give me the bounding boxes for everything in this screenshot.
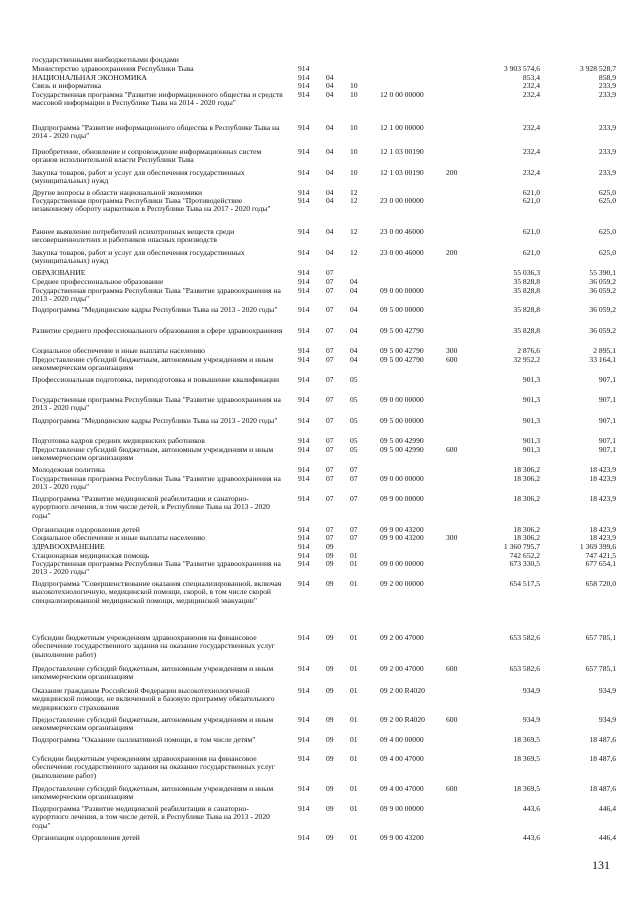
row-ministry-code: 914 (298, 188, 310, 197)
row-section-code: 09 (326, 579, 334, 588)
row-subsection-code: 05 (350, 436, 358, 445)
row-amount-first-year: 673 330,5 (509, 559, 540, 568)
row-target-article: 09 2 00 R4020 (380, 686, 425, 695)
row-section-code: 07 (326, 445, 334, 454)
row-amount-second-year: 18 487,6 (589, 735, 616, 744)
row-subsection-code: 04 (350, 326, 358, 335)
row-subsection-code: 01 (350, 559, 358, 568)
row-target-article: 09 0 00 00000 (380, 395, 424, 404)
row-subsection-code: 10 (350, 90, 358, 99)
row-amount-second-year: 747 421,5 (585, 551, 616, 560)
row-expense-type: 600 (446, 715, 458, 724)
row-name: Предоставление субсидий бюджетным, автономным учреждениям и иным некоммерческим организациям (32, 664, 274, 682)
row-subsection-code: 04 (350, 277, 358, 286)
row-ministry-code: 914 (298, 168, 310, 177)
row-name: ОБРАЗОВАНИЕ (32, 268, 86, 277)
row-amount-second-year: 657 785,1 (585, 633, 616, 642)
row-amount-second-year: 233,9 (598, 147, 616, 156)
row-subsection-code: 01 (350, 633, 358, 642)
row-ministry-code: 914 (298, 90, 310, 99)
row-amount-second-year: 907,1 (598, 445, 616, 454)
row-ministry-code: 914 (298, 277, 310, 286)
row-section-code: 09 (326, 784, 334, 793)
row-ministry-code: 914 (298, 784, 310, 793)
row-amount-first-year: 232,4 (522, 90, 540, 99)
row-amount-second-year: 18 423,9 (589, 494, 616, 503)
row-target-article: 09 5 00 42990 (380, 436, 424, 445)
row-amount-second-year: 36 059,2 (589, 305, 616, 314)
row-ministry-code: 914 (298, 686, 310, 695)
row-expense-type: 600 (446, 784, 458, 793)
row-target-article: 09 0 00 00000 (380, 474, 424, 483)
row-ministry-code: 914 (298, 436, 310, 445)
row-subsection-code: 12 (350, 188, 358, 197)
row-name: Молодежная политика (32, 465, 105, 474)
row-target-article: 09 5 00 00000 (380, 305, 424, 314)
row-expense-type: 200 (446, 248, 458, 257)
row-name: Подпрограмма "Развитие медицинской реабилитации и санаторно-курортного лечения, в том числе детей, в Республике Тыва на 2013 - 2020 годы" (32, 804, 270, 830)
row-amount-first-year: 934,9 (522, 686, 540, 695)
row-ministry-code: 914 (298, 445, 310, 454)
row-ministry-code: 914 (298, 395, 310, 404)
row-target-article: 09 9 00 43200 (380, 525, 424, 534)
row-section-code: 04 (326, 168, 334, 177)
row-name: Подпрограмма "Медицинские кадры Республики Тыва на 2013 - 2020 годы" (32, 305, 278, 314)
row-amount-first-year: 18 306,2 (513, 465, 540, 474)
row-amount-second-year: 18 423,9 (589, 474, 616, 483)
row-expense-type: 600 (446, 445, 458, 454)
row-amount-first-year: 232,4 (522, 123, 540, 132)
row-target-article: 12 1 00 00000 (380, 123, 424, 132)
row-ministry-code: 914 (298, 559, 310, 568)
row-subsection-code: 01 (350, 686, 358, 695)
row-subsection-code: 10 (350, 147, 358, 156)
row-amount-second-year: 36 059,2 (589, 286, 616, 295)
row-subsection-code: 01 (350, 804, 358, 813)
row-section-code: 09 (326, 633, 334, 642)
row-amount-second-year: 33 164,1 (589, 355, 616, 364)
row-amount-second-year: 233,9 (598, 123, 616, 132)
row-ministry-code: 914 (298, 735, 310, 744)
row-ministry-code: 914 (298, 147, 310, 156)
row-name: ЗДРАВООХРАНЕНИЕ (32, 542, 105, 551)
row-amount-first-year: 621,0 (522, 227, 540, 236)
row-ministry-code: 914 (298, 633, 310, 642)
row-ministry-code: 914 (298, 305, 310, 314)
row-subsection-code: 01 (350, 735, 358, 744)
row-subsection-code: 10 (350, 81, 358, 90)
row-amount-first-year: 901,3 (522, 436, 540, 445)
row-amount-first-year: 18 369,5 (513, 784, 540, 793)
row-name: Профессиональная подготовка, переподготовка и повышение квалификации (32, 375, 280, 384)
row-subsection-code: 05 (350, 445, 358, 454)
row-section-code: 07 (326, 416, 334, 425)
row-name: Подпрограмма "Медицинские кадры Республики Тыва на 2013 - 2020 годы" (32, 416, 278, 425)
row-subsection-code: 04 (350, 305, 358, 314)
row-expense-type: 300 (446, 533, 458, 542)
row-amount-first-year: 443,6 (522, 833, 540, 842)
row-amount-second-year: 18 423,9 (589, 465, 616, 474)
row-section-code: 04 (326, 227, 334, 236)
page-number: 131 (592, 858, 610, 872)
row-ministry-code: 914 (298, 64, 310, 73)
row-target-article: 09 5 00 00000 (380, 416, 424, 425)
row-target-article: 09 9 00 00000 (380, 804, 424, 813)
row-amount-first-year: 35 828,8 (513, 286, 540, 295)
row-amount-second-year: 907,1 (598, 436, 616, 445)
row-name: Подпрограмма "Совершенствование оказания специализированной, включая высокотехнологичную, медицинской помощи, скорой, в том числе скорой специализированной медицинской помощи, медицинской эвакуации" (32, 579, 282, 605)
row-subsection-code: 01 (350, 664, 358, 673)
row-section-code: 07 (326, 326, 334, 335)
row-amount-first-year: 621,0 (522, 188, 540, 197)
row-section-code: 07 (326, 346, 334, 355)
row-subsection-code: 07 (350, 465, 358, 474)
row-section-code: 04 (326, 90, 334, 99)
row-subsection-code: 01 (350, 579, 358, 588)
row-subsection-code: 01 (350, 551, 358, 560)
row-subsection-code: 10 (350, 168, 358, 177)
row-target-article: 09 0 00 00000 (380, 559, 424, 568)
row-amount-second-year: 934,9 (598, 715, 616, 724)
row-name: Предоставление субсидий бюджетным, автономным учреждениям и иным некоммерческим организациям (32, 715, 274, 733)
row-subsection-code: 01 (350, 754, 358, 763)
row-ministry-code: 914 (298, 525, 310, 534)
row-amount-first-year: 18 306,2 (513, 494, 540, 503)
row-amount-first-year: 653 582,6 (509, 633, 540, 642)
row-section-code: 07 (326, 494, 334, 503)
row-name: Раннее выявление потребителей психотропных веществ среди несовершеннолетних и работников опасных производств (32, 227, 235, 245)
row-amount-first-year: 232,4 (522, 168, 540, 177)
row-amount-second-year: 907,1 (598, 375, 616, 384)
row-name: Закупка товаров, работ и услуг для обеспечения государственных (муниципальных) нужд (32, 168, 245, 186)
row-section-code: 07 (326, 436, 334, 445)
row-ministry-code: 914 (298, 355, 310, 364)
row-name: Подготовка кадров средних медицинских работников (32, 436, 205, 445)
row-section-code: 04 (326, 147, 334, 156)
row-section-code: 07 (326, 305, 334, 314)
row-name: Субсидии бюджетным учреждениям здравоохранения на финансовое обеспечение государственного задания на оказание государственных услуг (выполнение работ) (32, 754, 275, 780)
row-section-code: 09 (326, 686, 334, 695)
row-section-code: 07 (326, 355, 334, 364)
row-section-code: 07 (326, 286, 334, 295)
row-name: Другие вопросы в области национальной экономики (32, 188, 203, 197)
row-amount-first-year: 742 652,2 (509, 551, 540, 560)
row-name: Предоставление субсидий бюджетным, автономным учреждениям и иным некоммерческим организациям (32, 445, 274, 463)
row-ministry-code: 914 (298, 248, 310, 257)
row-amount-first-year: 55 036,3 (513, 268, 540, 277)
row-section-code: 09 (326, 715, 334, 724)
row-amount-first-year: 18 306,2 (513, 525, 540, 534)
row-target-article: 09 5 00 42790 (380, 326, 424, 335)
row-amount-first-year: 443,6 (522, 804, 540, 813)
row-name: Развитие среднего профессионального образования в сфере здравоохранения (32, 326, 283, 335)
row-ministry-code: 914 (298, 268, 310, 277)
row-amount-second-year: 907,1 (598, 395, 616, 404)
row-section-code: 09 (326, 754, 334, 763)
row-name: Государственная программа "Развитие информационного общества и средств массовой информации в Республике Тыва на 2014 - 2020 годы" (32, 90, 283, 108)
row-amount-first-year: 232,4 (522, 147, 540, 156)
row-section-code: 07 (326, 465, 334, 474)
row-amount-second-year: 18 423,9 (589, 525, 616, 534)
row-section-code: 09 (326, 804, 334, 813)
row-target-article: 09 2 00 R4020 (380, 715, 425, 724)
row-amount-second-year: 658 720,0 (585, 579, 616, 588)
row-expense-type: 200 (446, 168, 458, 177)
row-target-article: 09 9 00 43200 (380, 833, 424, 842)
row-name: Подпрограмма "Развитие медицинской реабилитации и санаторно-курортного лечения, в том числе детей, в Республике Тыва на 2013 - 2020 годы" (32, 494, 270, 520)
row-target-article: 12 1 03 00190 (380, 147, 424, 156)
row-ministry-code: 914 (298, 416, 310, 425)
row-ministry-code: 914 (298, 551, 310, 560)
row-ministry-code: 914 (298, 73, 310, 82)
row-name: Организация оздоровления детей (32, 525, 140, 534)
row-amount-second-year: 233,9 (598, 168, 616, 177)
row-amount-first-year: 901,3 (522, 445, 540, 454)
row-amount-first-year: 35 828,8 (513, 277, 540, 286)
row-ministry-code: 914 (298, 465, 310, 474)
row-subsection-code: 04 (350, 286, 358, 295)
row-section-code: 07 (326, 474, 334, 483)
row-amount-first-year: 901,3 (522, 375, 540, 384)
row-section-code: 07 (326, 375, 334, 384)
row-amount-first-year: 621,0 (522, 196, 540, 205)
row-target-article: 09 9 00 00000 (380, 494, 424, 503)
row-expense-type: 300 (446, 346, 458, 355)
row-target-article: 09 4 00 47000 (380, 784, 424, 793)
row-name: Государственная программа Республики Тыва "Развитие здравоохранения на 2013 - 2020 годы" (32, 395, 281, 413)
row-subsection-code: 07 (350, 474, 358, 483)
row-section-code: 04 (326, 73, 334, 82)
row-section-code: 04 (326, 123, 334, 132)
row-target-article: 09 5 00 42790 (380, 346, 424, 355)
row-target-article: 09 5 00 42790 (380, 355, 424, 364)
row-amount-first-year: 901,3 (522, 395, 540, 404)
row-subsection-code: 12 (350, 227, 358, 236)
row-name: Закупка товаров, работ и услуг для обеспечения государственных (муниципальных) нужд (32, 248, 245, 266)
row-ministry-code: 914 (298, 123, 310, 132)
row-amount-first-year: 18 306,2 (513, 533, 540, 542)
row-amount-first-year: 934,9 (522, 715, 540, 724)
row-name: Социальное обеспечение и иные выплаты населению (32, 346, 205, 355)
row-amount-first-year: 32 952,2 (513, 355, 540, 364)
row-amount-first-year: 18 306,2 (513, 474, 540, 483)
row-section-code: 07 (326, 395, 334, 404)
row-subsection-code: 05 (350, 416, 358, 425)
row-section-code: 07 (326, 277, 334, 286)
row-name: Приобретение, обновление и сопровождение информационных систем органов исполнительной власти Республики Тыва (32, 147, 262, 165)
row-amount-second-year: 55 390,1 (589, 268, 616, 277)
row-target-article: 09 5 00 42990 (380, 445, 424, 454)
row-target-article: 12 0 00 00000 (380, 90, 424, 99)
row-name: Государственная программа Республики Тыва "Развитие здравоохранения на 2013 - 2020 годы" (32, 559, 281, 577)
row-name: Подпрограмма "Развитие информационного общества в Республике Тыва на 2014 - 2020 годы" (32, 123, 280, 141)
row-ministry-code: 914 (298, 81, 310, 90)
row-amount-first-year: 35 828,8 (513, 305, 540, 314)
row-target-article: 09 0 00 00000 (380, 286, 424, 295)
row-name: государственными внебюджетными фондами (32, 55, 179, 64)
row-target-article: 12 1 03 00190 (380, 168, 424, 177)
row-amount-second-year: 1 369 399,6 (579, 542, 616, 551)
row-subsection-code: 12 (350, 196, 358, 205)
row-subsection-code: 04 (350, 346, 358, 355)
row-section-code: 09 (326, 559, 334, 568)
row-target-article: 09 9 00 43200 (380, 533, 424, 542)
row-subsection-code: 10 (350, 123, 358, 132)
row-name: Стационарная медицинская помощь (32, 551, 150, 560)
row-section-code: 09 (326, 735, 334, 744)
row-section-code: 04 (326, 81, 334, 90)
row-subsection-code: 07 (350, 525, 358, 534)
row-section-code: 07 (326, 533, 334, 542)
row-section-code: 09 (326, 664, 334, 673)
row-subsection-code: 04 (350, 355, 358, 364)
row-subsection-code: 05 (350, 375, 358, 384)
row-target-article: 09 2 00 47000 (380, 664, 424, 673)
row-target-article: 09 2 00 00000 (380, 579, 424, 588)
row-ministry-code: 914 (298, 196, 310, 205)
row-subsection-code: 01 (350, 715, 358, 724)
row-amount-first-year: 3 903 574,6 (503, 64, 540, 73)
row-amount-first-year: 653 582,6 (509, 664, 540, 673)
row-name: Оказание гражданам Российской Федерации высокотехнологичной медицинской помощи, не включенной в базовую программу обязательного медицинского страхования (32, 686, 275, 712)
row-amount-second-year: 233,9 (598, 81, 616, 90)
row-expense-type: 600 (446, 355, 458, 364)
row-ministry-code: 914 (298, 346, 310, 355)
row-ministry-code: 914 (298, 326, 310, 335)
row-name: Социальное обеспечение и иные выплаты населению (32, 533, 205, 542)
row-amount-second-year: 233,9 (598, 90, 616, 99)
row-amount-second-year: 934,9 (598, 686, 616, 695)
row-amount-second-year: 625,0 (598, 188, 616, 197)
row-amount-first-year: 35 828,8 (513, 326, 540, 335)
row-target-article: 23 0 00 46000 (380, 227, 424, 236)
row-name: НАЦИОНАЛЬНАЯ ЭКОНОМИКА (32, 73, 147, 82)
row-ministry-code: 914 (298, 804, 310, 813)
row-amount-second-year: 677 654,1 (585, 559, 616, 568)
row-name: Подпрограмма "Оказание паллиативной помощи, в том числе детям" (32, 735, 256, 744)
row-ministry-code: 914 (298, 286, 310, 295)
row-amount-second-year: 446,4 (598, 804, 616, 813)
row-subsection-code: 05 (350, 395, 358, 404)
row-amount-second-year: 36 059,2 (589, 277, 616, 286)
row-amount-first-year: 2 876,6 (517, 346, 540, 355)
row-target-article: 23 0 00 00000 (380, 196, 424, 205)
row-name: Субсидии бюджетным учреждениям здравоохранения на финансовое обеспечение государственного задания на оказание государственных услуг (выполнение работ) (32, 633, 275, 659)
row-amount-second-year: 18 487,6 (589, 784, 616, 793)
row-subsection-code: 07 (350, 494, 358, 503)
row-target-article: 09 2 00 47000 (380, 633, 424, 642)
row-section-code: 07 (326, 268, 334, 277)
row-amount-second-year: 625,0 (598, 227, 616, 236)
row-name: Организация оздоровления детей (32, 833, 140, 842)
row-amount-first-year: 18 369,5 (513, 754, 540, 763)
row-target-article: 09 4 00 00000 (380, 735, 424, 744)
row-amount-second-year: 907,1 (598, 416, 616, 425)
row-section-code: 04 (326, 196, 334, 205)
row-amount-first-year: 654 517,5 (509, 579, 540, 588)
row-amount-first-year: 853,4 (522, 73, 540, 82)
row-ministry-code: 914 (298, 542, 310, 551)
row-ministry-code: 914 (298, 227, 310, 236)
row-ministry-code: 914 (298, 494, 310, 503)
row-section-code: 09 (326, 551, 334, 560)
row-amount-second-year: 625,0 (598, 196, 616, 205)
row-amount-second-year: 36 059,2 (589, 326, 616, 335)
row-name: Государственная программа Республики Тыва "Развитие здравоохранения на 2013 - 2020 годы" (32, 286, 281, 304)
row-subsection-code: 07 (350, 533, 358, 542)
row-target-article: 23 0 00 46000 (380, 248, 424, 257)
row-amount-first-year: 1 360 795,7 (503, 542, 540, 551)
row-section-code: 09 (326, 833, 334, 842)
row-amount-second-year: 657 785,1 (585, 664, 616, 673)
row-ministry-code: 914 (298, 833, 310, 842)
row-amount-second-year: 446,4 (598, 833, 616, 842)
row-ministry-code: 914 (298, 533, 310, 542)
row-section-code: 04 (326, 248, 334, 257)
row-name: Связь и информатика (32, 81, 102, 90)
row-section-code: 04 (326, 188, 334, 197)
row-ministry-code: 914 (298, 579, 310, 588)
row-ministry-code: 914 (298, 754, 310, 763)
row-subsection-code: 12 (350, 248, 358, 257)
row-amount-first-year: 232,4 (522, 81, 540, 90)
row-expense-type: 600 (446, 664, 458, 673)
row-amount-second-year: 3 928 528,7 (579, 64, 616, 73)
row-ministry-code: 914 (298, 474, 310, 483)
row-amount-second-year: 858,9 (598, 73, 616, 82)
row-amount-second-year: 18 487,6 (589, 754, 616, 763)
row-ministry-code: 914 (298, 375, 310, 384)
row-name: Среднее профессиональное образование (32, 277, 164, 286)
row-section-code: 09 (326, 542, 334, 551)
row-amount-first-year: 18 369,5 (513, 735, 540, 744)
row-ministry-code: 914 (298, 664, 310, 673)
row-section-code: 07 (326, 525, 334, 534)
row-subsection-code: 01 (350, 833, 358, 842)
row-name: Предоставление субсидий бюджетным, автономным учреждениям и иным некоммерческим организациям (32, 355, 274, 373)
row-subsection-code: 01 (350, 784, 358, 793)
row-name: Государственная программа Республики Тыва "Развитие здравоохранения на 2013 - 2020 годы" (32, 474, 281, 492)
row-name: Предоставление субсидий бюджетным, автономным учреждениям и иным некоммерческим организациям (32, 784, 274, 802)
row-amount-second-year: 2 895,1 (593, 346, 616, 355)
row-name: Министерство здравоохранения Республики Тыва (32, 64, 194, 73)
row-name: Государственная программа Республики Тыва "Противодействие незаконному обороту наркотиков в Республике Тыва на 2017 - 2020 годы" (32, 196, 271, 214)
row-amount-second-year: 18 423,9 (589, 533, 616, 542)
row-amount-first-year: 621,0 (522, 248, 540, 257)
row-amount-second-year: 625,0 (598, 248, 616, 257)
row-ministry-code: 914 (298, 715, 310, 724)
row-target-article: 09 4 00 47000 (380, 754, 424, 763)
row-amount-first-year: 901,3 (522, 416, 540, 425)
